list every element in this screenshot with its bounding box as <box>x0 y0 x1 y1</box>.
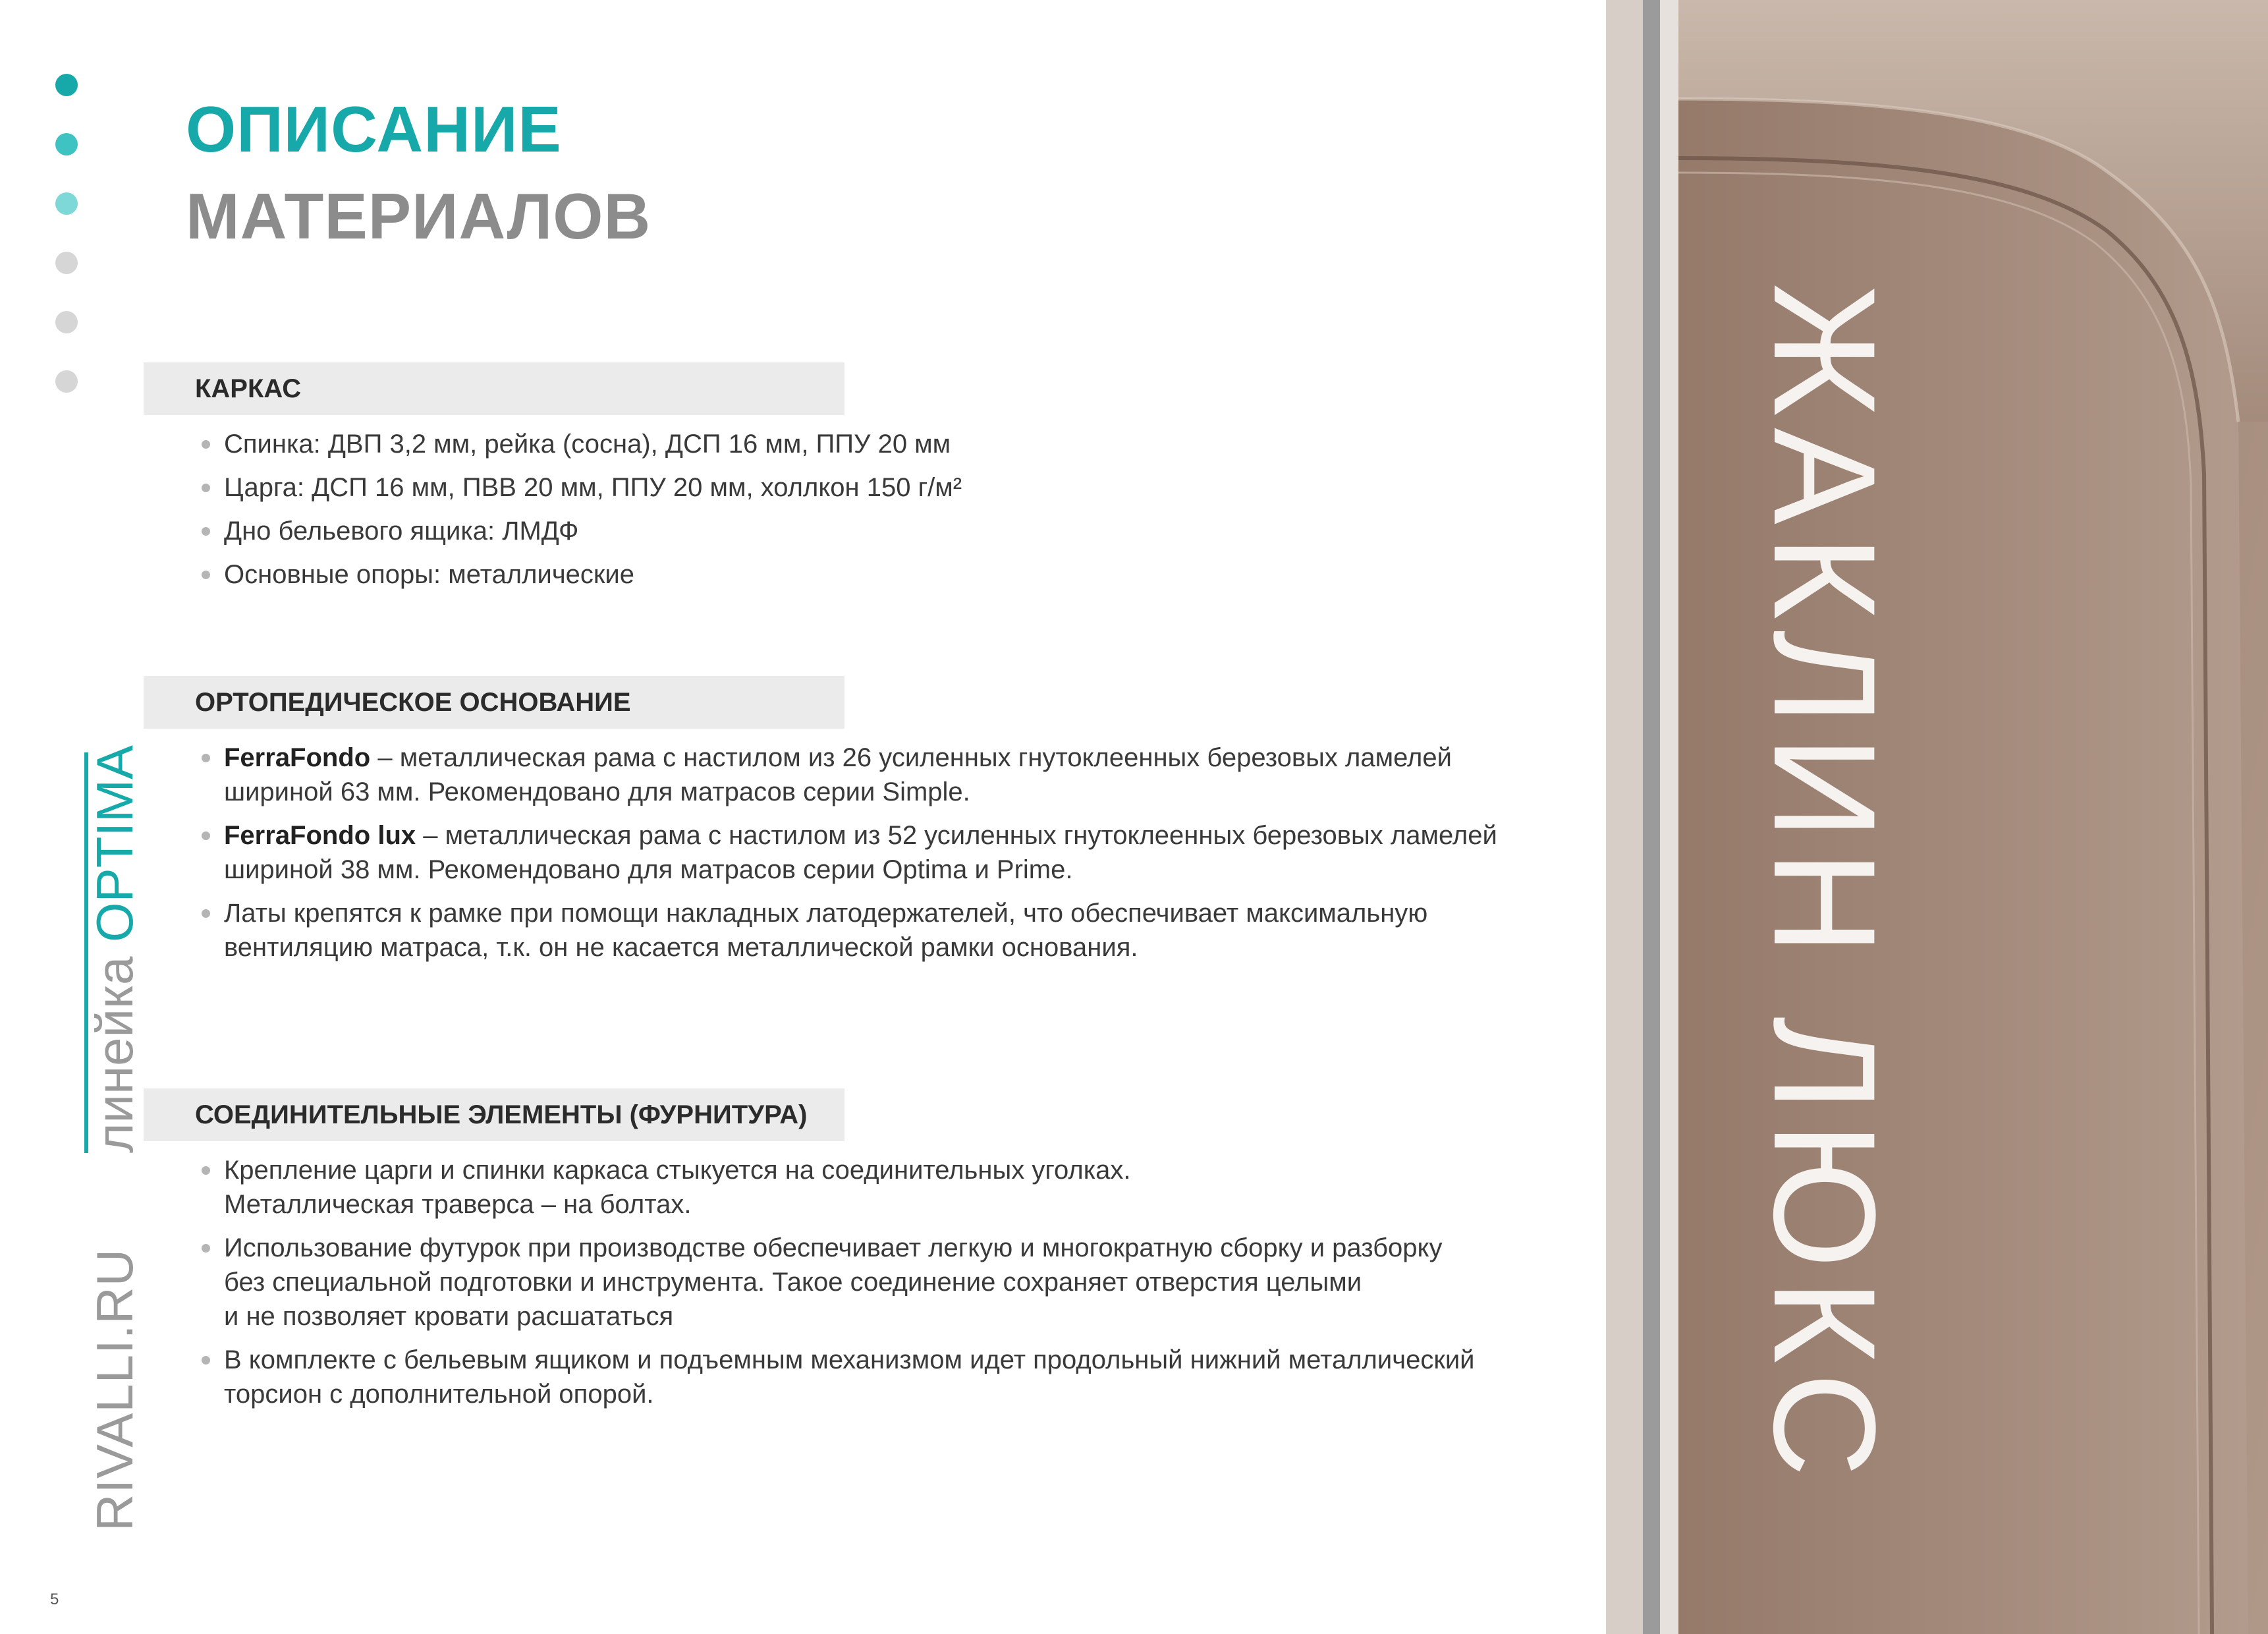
section-orthopedic-base <box>144 676 1580 974</box>
section-fittings-list <box>144 1153 1580 1411</box>
bullet-icon <box>202 440 210 449</box>
product-photo <box>1606 0 2268 1634</box>
bullet-icon <box>202 909 210 918</box>
photo-stripe-grey <box>1643 0 1660 1634</box>
bullet-icon <box>202 831 210 840</box>
page-title-line1: ОПИСАНИЕ <box>186 93 562 165</box>
section-frame-title: КАРКАС <box>144 362 844 415</box>
product-line-name: OPTIMA <box>86 745 144 942</box>
page-title-line2: МАТЕРИАЛОВ <box>186 180 651 252</box>
section-orthopedic-title: ОРТОПЕДИЧЕСКОЕ ОСНОВАНИЕ <box>144 676 844 729</box>
list-item: Крепление царги и спинки каркаса стыкуется на соединительных уголках. Металлическая траверса – на болтах. <box>144 1153 1580 1222</box>
bullet-icon <box>202 1166 210 1175</box>
nav-dot-4[interactable] <box>55 252 78 274</box>
section-fittings-title: СОЕДИНИТЕЛЬНЫЕ ЭЛЕМЕНТЫ (ФУРНИТУРА) <box>144 1088 844 1141</box>
list-item: Царга: ДСП 16 мм, ПВВ 20 мм, ППУ 20 мм, холлкон 150 г/м² <box>144 470 1580 505</box>
photo-stripe-pale <box>1660 0 1678 1634</box>
product-line-prefix: линейка <box>86 956 144 1153</box>
product-model-name: ЖАКЛИН ЛЮКС <box>1744 283 1906 1488</box>
photo-stripe-light <box>1606 0 1643 1634</box>
section-fittings <box>144 1088 1580 1421</box>
nav-dot-1[interactable] <box>55 74 78 96</box>
nav-dot-3[interactable] <box>55 192 78 215</box>
page-number: 5 <box>50 1591 59 1608</box>
list-item: Спинка: ДВП 3,2 мм, рейка (сосна), ДСП 16 мм, ППУ 20 мм <box>144 427 1580 461</box>
nav-dot-2[interactable] <box>55 133 78 155</box>
section-frame-list <box>144 427 1580 592</box>
section-frame <box>144 362 1580 601</box>
bullet-icon <box>202 1356 210 1365</box>
upholstery-texture <box>1606 0 2268 1634</box>
bullet-icon <box>202 484 210 492</box>
site-url: RIVALLI.RU <box>86 1248 144 1531</box>
list-item: Дно бельевого ящика: ЛМДФ <box>144 514 1580 548</box>
product-line-label <box>86 745 144 1153</box>
nav-dot-5[interactable] <box>55 311 78 333</box>
list-item: В комплекте с бельевым ящиком и подъемным механизмом идет продольный нижний металлический торсион с дополнительной опорой. <box>144 1343 1580 1411</box>
list-item: Основные опоры: металлические <box>144 557 1580 592</box>
nav-dot-6[interactable] <box>55 370 78 393</box>
list-item: FerraFondo lux – металлическая рама с настилом из 52 усиленных гнутоклеенных березовых ламелей шириной 38 мм. Рекомендовано для матрасов серии Optima и Prime. <box>144 818 1580 887</box>
list-item: FerraFondo – металлическая рама с настилом из 26 усиленных гнутоклеенных березовых ламелей шириной 63 мм. Рекомендовано для матрасов серии Simple. <box>144 741 1580 809</box>
bullet-icon <box>202 527 210 536</box>
list-item: Латы крепятся к рамке при помощи накладных латодержателей, что обеспечивает максимальную вентиляцию матраса, т.к. он не касается металлической рамки основания. <box>144 896 1580 965</box>
bullet-icon <box>202 571 210 579</box>
list-item: Использование футурок при производстве обеспечивает легкую и многократную сборку и разборку без специальной подготовки и инструмента. Такое соединение сохраняет отверстия целыми и не позволяет кровати расшататься <box>144 1231 1580 1334</box>
bullet-icon <box>202 754 210 762</box>
bullet-icon <box>202 1244 210 1253</box>
section-orthopedic-list <box>144 741 1580 965</box>
